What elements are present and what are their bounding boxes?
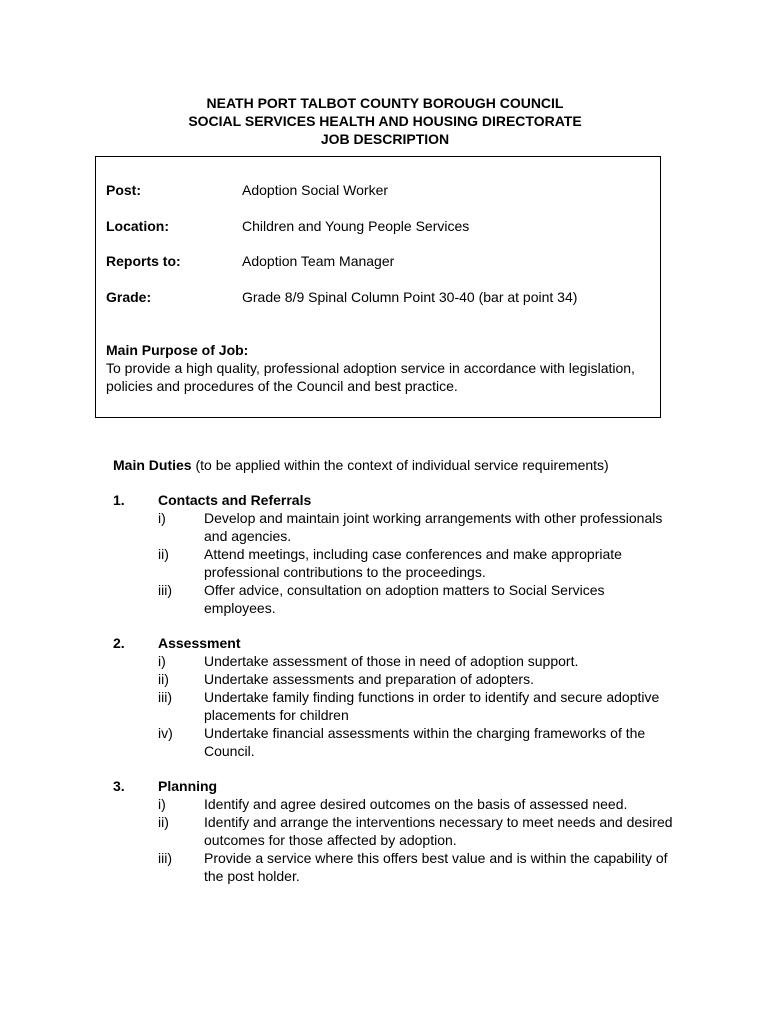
job-summary-box <box>95 156 661 418</box>
item-number: iv) <box>158 725 173 741</box>
main-duties-title: Main Duties <box>113 457 192 473</box>
duty-item <box>113 581 673 617</box>
item-text: Provide a service where this offers best value and is within the capability of the post holder. <box>204 850 668 884</box>
post-value: Adoption Social Worker <box>242 182 389 198</box>
item-number: ii) <box>158 814 169 830</box>
duty-item <box>113 652 673 670</box>
main-duties-note: (to be applied within the context of individual service requirements) <box>191 457 609 473</box>
item-text: Undertake financial assessments within the charging frameworks of the Council. <box>204 725 646 759</box>
main-purpose-text: To provide a high quality, professional adoption service in accordance with legislation, policies and procedures of the Council and best practice. <box>106 360 635 394</box>
item-text: Develop and maintain joint working arrangements with other professionals and agencies. <box>204 510 663 544</box>
post-label: Post: <box>106 182 141 198</box>
item-text: Undertake family finding functions in order to identify and secure adoptive placements for children <box>204 689 660 723</box>
item-text: Identify and agree desired outcomes on the basis of assessed need. <box>204 796 628 812</box>
item-number: iii) <box>158 582 172 598</box>
main-purpose <box>106 341 646 395</box>
item-text: Offer advice, consultation on adoption matters to Social Services employees. <box>204 582 605 616</box>
document-title: JOB DESCRIPTION <box>320 131 450 147</box>
item-number: i) <box>158 796 166 812</box>
location-label: Location: <box>106 218 169 234</box>
item-number: ii) <box>158 546 169 562</box>
reports-to-value: Adoption Team Manager <box>242 253 395 269</box>
section-title: Planning <box>158 778 218 794</box>
item-number: iii) <box>158 689 172 705</box>
item-text: Identify and arrange the interventions necessary to meet needs and desired outcomes for those affected by adoption. <box>204 814 673 848</box>
item-number: i) <box>158 653 166 669</box>
section-title: Contacts and Referrals <box>158 492 312 508</box>
grade-value: Grade 8/9 Spinal Column Point 30-40 (bar at point 34) <box>242 289 578 305</box>
duty-item <box>113 849 673 885</box>
item-text: Undertake assessment of those in need of adoption support. <box>204 653 579 669</box>
section-number: 1. <box>113 492 125 508</box>
section-title: Assessment <box>158 635 241 651</box>
item-text: Attend meetings, including case conferences and make appropriate professional contributions to the proceedings. <box>204 546 622 580</box>
directorate-name: SOCIAL SERVICES HEALTH AND HOUSING DIRECTORATE <box>188 113 582 129</box>
duty-item <box>113 795 673 813</box>
main-duties-intro <box>113 456 609 474</box>
section-number: 3. <box>113 778 125 794</box>
duty-item <box>113 509 673 545</box>
item-text: Undertake assessments and preparation of adopters. <box>204 671 534 687</box>
grade-label: Grade: <box>106 289 152 305</box>
duty-item <box>113 724 673 760</box>
document-header <box>0 94 770 148</box>
council-name: NEATH PORT TALBOT COUNTY BOROUGH COUNCIL <box>206 95 564 111</box>
duty-item <box>113 670 673 688</box>
item-number: iii) <box>158 850 172 866</box>
duty-item <box>113 813 673 849</box>
duty-item <box>113 688 673 724</box>
location-value: Children and Young People Services <box>242 218 470 234</box>
duty-item <box>113 545 673 581</box>
item-number: ii) <box>158 671 169 687</box>
section-number: 2. <box>113 635 125 651</box>
main-purpose-title: Main Purpose of Job: <box>106 342 249 358</box>
item-number: i) <box>158 510 166 526</box>
reports-to-label: Reports to: <box>106 253 181 269</box>
